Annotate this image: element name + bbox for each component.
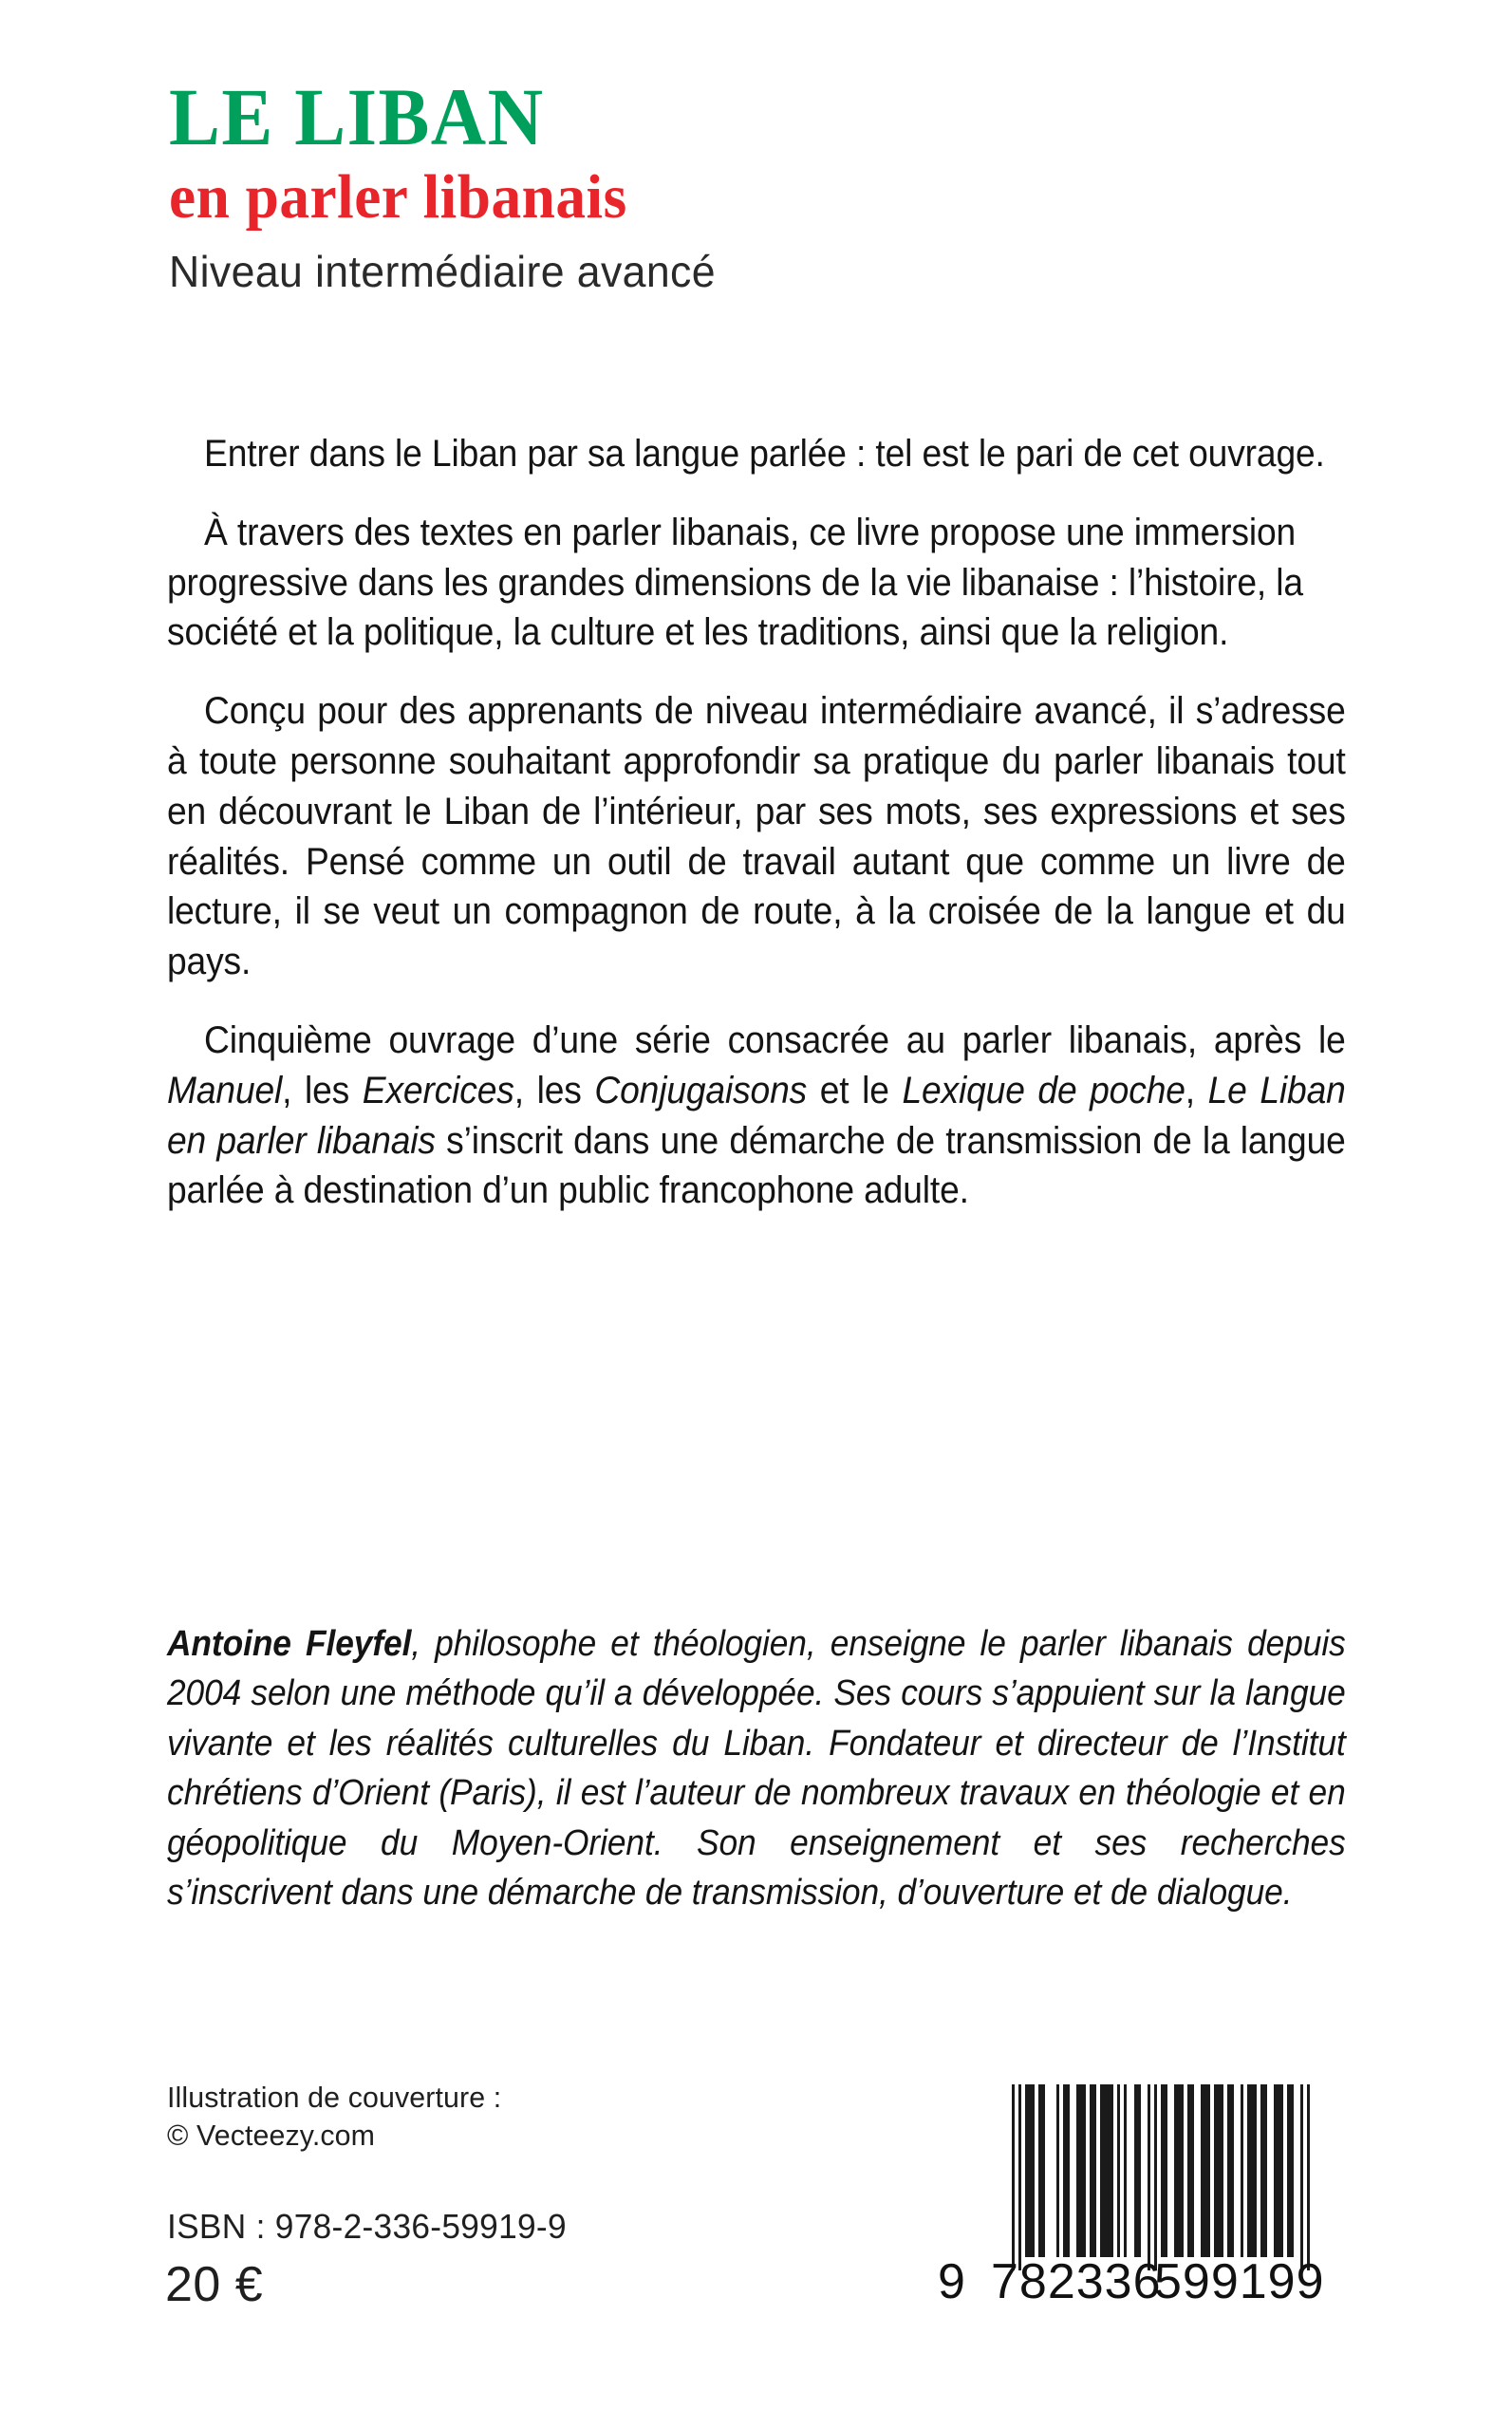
blurb-paragraph-2: À travers des textes en parler libanais, ce livre propose une immersion progressive dans les grandes dimensions de la vie libanaise : l’histoire, la société et la politique, la culture et les traditions, ainsi que la religion. bbox=[167, 511, 1303, 654]
series-tail-text: s’inscrit dans une démarche de transmission de la langue parlée à destination d’un public francophone adulte. bbox=[167, 1119, 1346, 1212]
barcode-left-group: 782336 bbox=[991, 2254, 1162, 2309]
price-text: 20 € bbox=[165, 2257, 264, 2312]
blurb-paragraph-4 bbox=[167, 1016, 1346, 1216]
series-title-exercices: Exercices bbox=[362, 1069, 514, 1111]
series-sep-2: , les bbox=[513, 1069, 595, 1111]
blurb-paragraph-1: Entrer dans le Liban par sa langue parlée : tel est le pari de cet ouvrage. bbox=[204, 433, 1325, 475]
series-title-manuel: Manuel bbox=[167, 1069, 283, 1111]
barcode-lead-digit: 9 bbox=[938, 2254, 966, 2309]
book-title: LE LIBAN bbox=[169, 71, 545, 162]
series-title-conjugaisons: Conjugaisons bbox=[594, 1069, 808, 1111]
series-sep-3: et le bbox=[807, 1069, 903, 1111]
barcode-right-group: 599199 bbox=[1154, 2254, 1325, 2309]
series-lead-text: Cinquième ouvrage d’une série consacrée au parler libanais, après le bbox=[204, 1018, 1346, 1061]
credit-line-1: Illustration de couverture : bbox=[167, 2081, 502, 2114]
author-bio-text: , philosophe et théologien, enseigne le parler libanais depuis 2004 selon une méthode qu’il a développée. Ses cours s’appuient sur la langue vivante et les réalités culturelles du Liban. Fondateur et directeur de l’Institut chrétiens d’Orient (Paris), il est l’auteur de nombreux travaux en théologie et en géopolitique du Moyen-Orient. Son enseignement et ses recherches s’inscrivent dans une démarche de transmission, d’ouverture et de dialogue. bbox=[167, 1624, 1346, 1914]
author-bio-block bbox=[167, 1619, 1346, 1918]
book-level: Niveau intermédiaire avancé bbox=[169, 246, 716, 296]
author-name: Antoine Fleyfel bbox=[167, 1624, 412, 1664]
isbn-text: ISBN : 978-2-336-59919-9 bbox=[167, 2207, 567, 2246]
cover-credits bbox=[167, 2079, 501, 2156]
series-sep-4: , bbox=[1185, 1069, 1208, 1111]
author-bio bbox=[167, 1619, 1346, 1918]
cover-title-block bbox=[169, 71, 1365, 297]
series-title-lexique: Lexique de poche bbox=[902, 1069, 1185, 1111]
book-subtitle: en parler libanais bbox=[169, 161, 627, 232]
ean13-barcode bbox=[938, 2084, 1325, 2369]
credit-line-2: © Vecteezy.com bbox=[167, 2119, 376, 2153]
barcode-bars bbox=[938, 2084, 1321, 2270]
series-sep-1: , les bbox=[282, 1069, 363, 1111]
blurb-paragraph-3: Conçu pour des apprenants de niveau intermédiaire avancé, il s’adresse à toute personne souhaitant approfondir sa pratique du parler libanais tout en découvrant le Liban de l’intérieur, par ses mots, ses expressions et ses réalités. Pensé comme un outil de travail autant que comme un livre de lecture, il se veut un compagnon de route, à la croisée de la langue et du pays. bbox=[167, 690, 1346, 983]
blurb-block bbox=[167, 429, 1346, 1216]
series-title-le-liban: Le Liban en parler libanais bbox=[167, 1069, 1346, 1162]
